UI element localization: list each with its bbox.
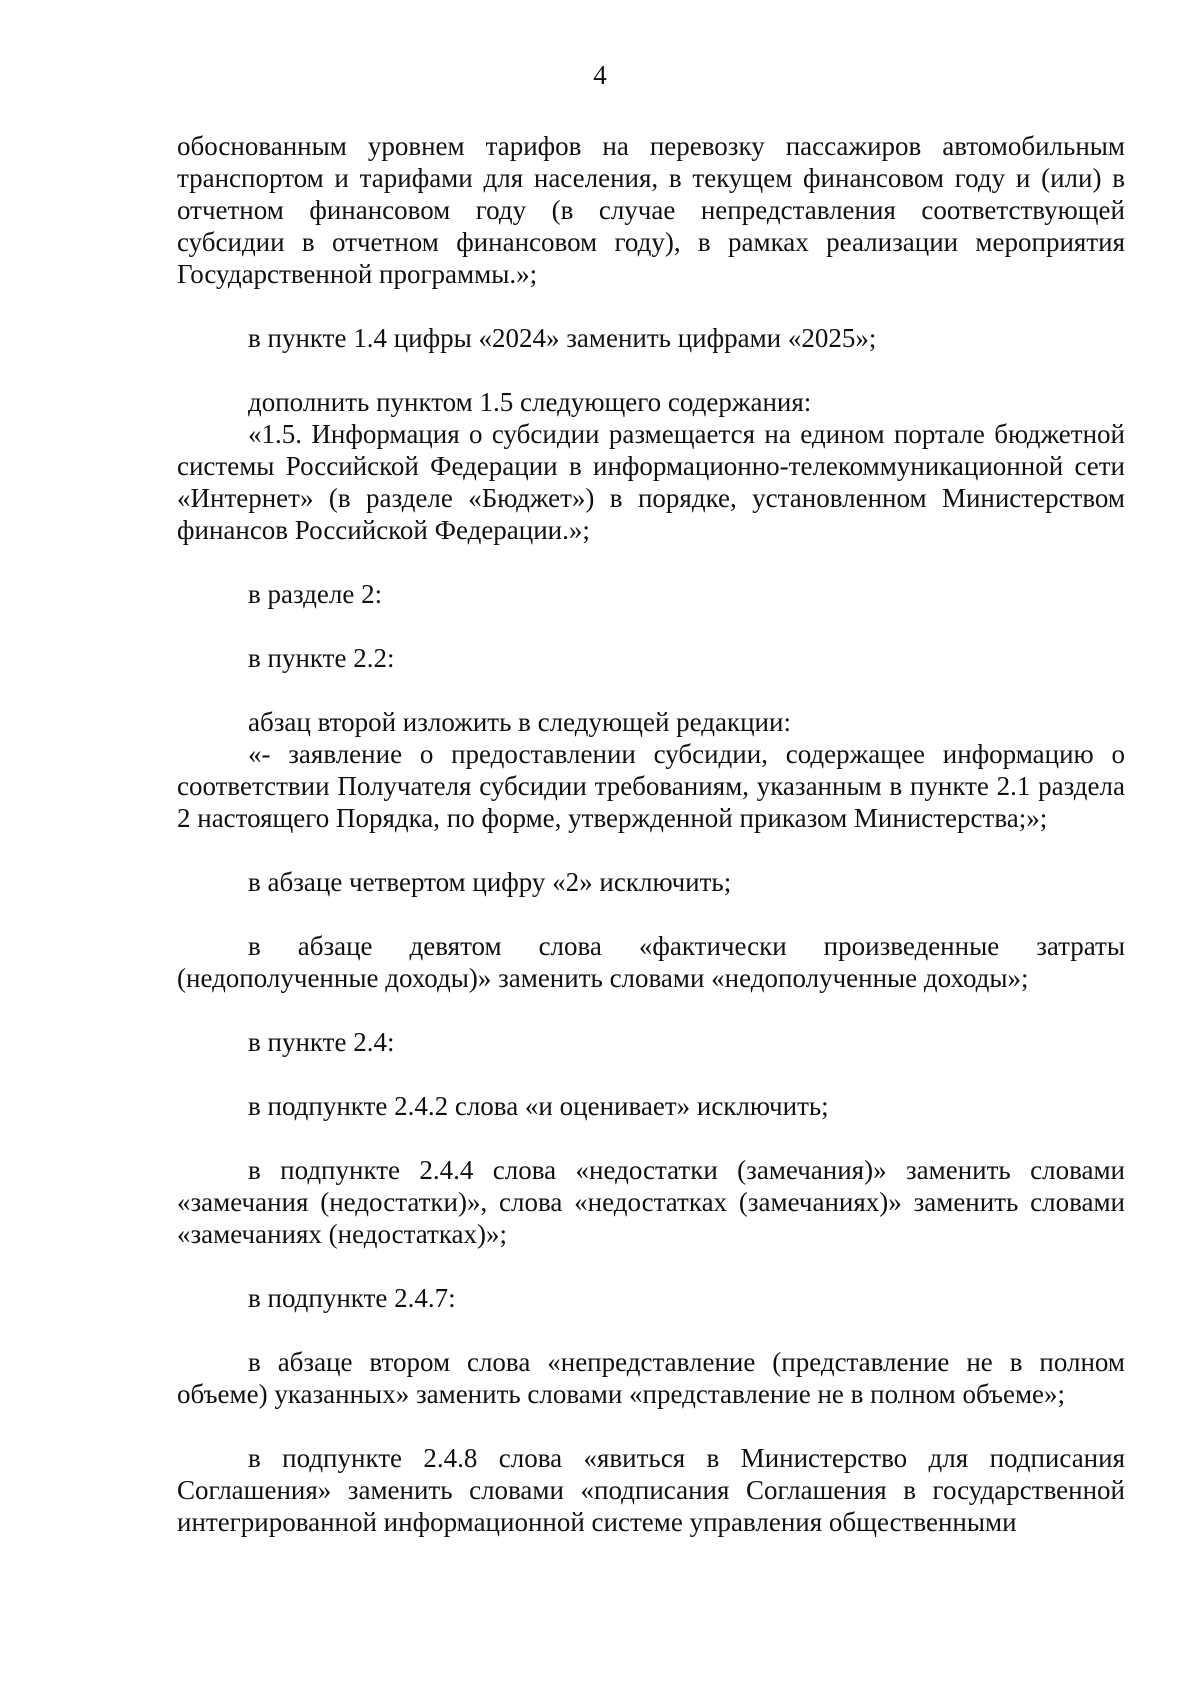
paragraph-second-abzac-2-4-7: в абзаце втором слова «непредставление (представление не в полном объеме) указанных» заменить словами «представление не в полном объеме»; xyxy=(177,1347,1125,1409)
page-number: 4 xyxy=(593,60,607,90)
paragraph-subitem-2-4-4: в подпункте 2.4.4 слова «недостатки (замечания)» заменить словами «замечания (недостатки)», слова «недостатках (замечаниях)» заменить словами «замечаниях (недостатках)»; xyxy=(177,1155,1125,1249)
paragraph-subitem-2-4-8: в подпункте 2.4.8 слова «явиться в Министерство для подписания Соглашения» заменить словами «подписания Соглашения в государственной интегрированной информационной системе управления общественными xyxy=(177,1443,1125,1537)
paragraph-text-1-5: «1.5. Информация о субсидии размещается на едином портале бюджетной системы Российской Федерации в информационно-телекоммуникационной сети «Интернет» (в разделе «Бюджет») в порядке, установленном Министерством финансов Российской Федерации.»; xyxy=(177,419,1125,545)
paragraph-continuation: обоснованным уровнем тарифов на перевозку пассажиров автомобильным транспортом и тарифами для населения, в текущем финансовом году и (или) в отчетном финансовом году (в случае непредставления соответствующей субсидии в отчетном финансовом году), в рамках реализации мероприятия Государственной программы.»; xyxy=(177,131,1125,289)
paragraph-item-2-4: в пункте 2.4: xyxy=(248,1027,395,1057)
paragraph-fourth-abzac: в абзаце четвертом цифру «2» исключить; xyxy=(248,867,732,897)
paragraph-ninth-abzac: в абзаце девятом слова «фактически произведенные затраты (недополученные доходы)» заменить словами «недополученные доходы»; xyxy=(177,931,1125,993)
paragraph-application-text: «- заявление о предоставлении субсидии, содержащее информацию о соответствии Получателя субсидии требованиям, указанным в пункте 2.1 раздела 2 настоящего Порядка, по форме, утвержденной приказом Министерства;»; xyxy=(177,739,1125,833)
paragraph-add-1-5: дополнить пунктом 1.5 следующего содержания: xyxy=(248,387,812,417)
paragraph-second-abzac: абзац второй изложить в следующей редакции: xyxy=(248,707,791,737)
paragraph-subitem-2-4-2: в подпункте 2.4.2 слова «и оценивает» исключить; xyxy=(248,1091,829,1121)
paragraph-section-2: в разделе 2: xyxy=(248,579,383,609)
paragraph-subitem-2-4-7: в подпункте 2.4.7: xyxy=(248,1283,456,1313)
paragraph-item-2-2: в пункте 2.2: xyxy=(248,643,395,673)
document-body xyxy=(177,130,1125,1538)
paragraph-item-1-4: в пункте 1.4 цифры «2024» заменить цифрами «2025»; xyxy=(248,323,877,353)
